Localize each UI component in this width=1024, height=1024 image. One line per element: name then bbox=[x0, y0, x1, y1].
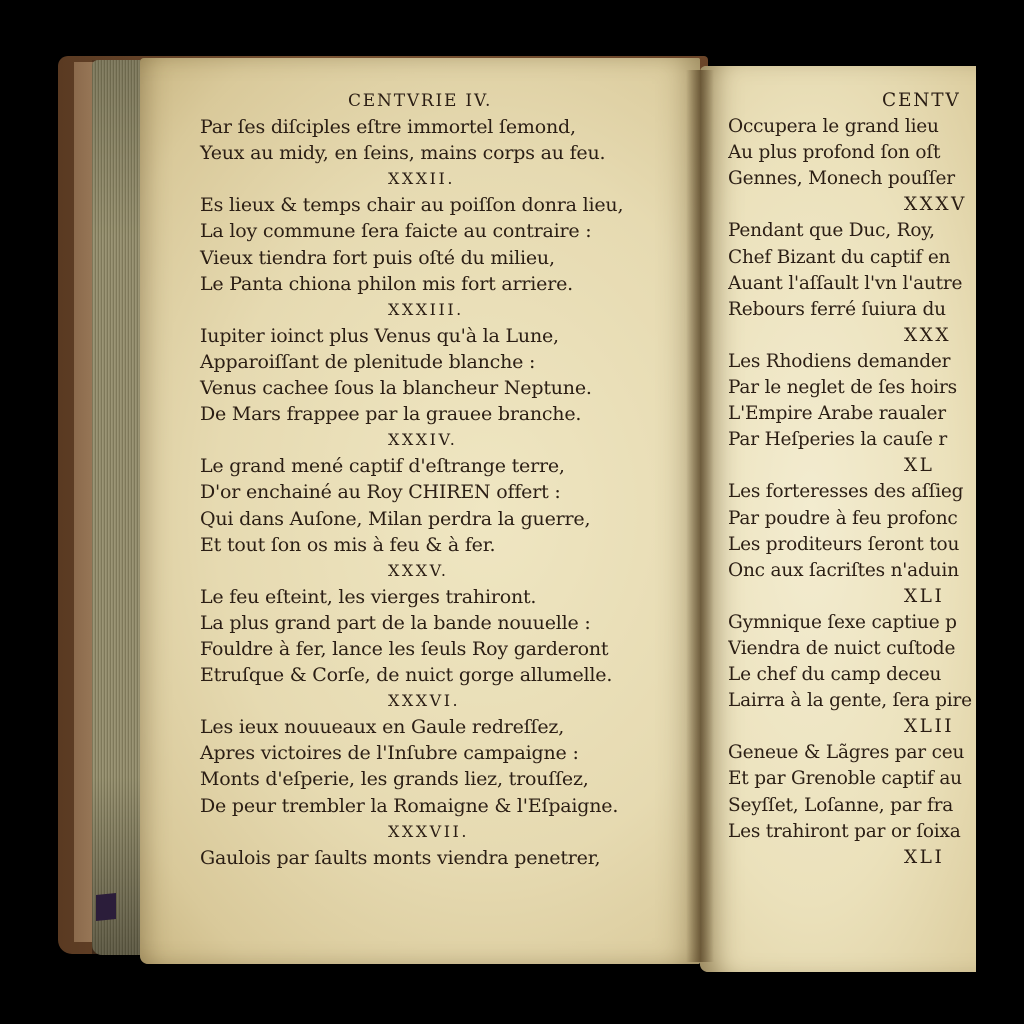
verse-line: La plus grand part de la bande nouuelle : bbox=[200, 611, 591, 634]
verse-line: Rebours ferré ſuiura du bbox=[728, 298, 946, 320]
right-page-text bbox=[728, 88, 976, 871]
verse-line: Es lieux & temps chair au poiſſon donra lieu, bbox=[200, 194, 624, 217]
verse-line: Vieux tiendra fort puis oſté du milieu, bbox=[200, 246, 555, 269]
quatrain-number: XXXV bbox=[904, 194, 967, 216]
verse-line: La loy commune ſera faicte au contraire : bbox=[200, 220, 592, 243]
verse-line: Iupiter ioinct plus Venus qu'à la Lune, bbox=[200, 324, 559, 347]
verse-line: Gaulois par ſaults monts viendra penetrer, bbox=[200, 846, 601, 869]
quatrain-number: XLI bbox=[904, 585, 945, 607]
verse-line: Pendant que Duc, Roy, bbox=[728, 220, 935, 242]
verse-line: Au plus profond ſon oſt bbox=[728, 142, 941, 164]
quatrain-number: XXXV. bbox=[388, 560, 449, 580]
verse-line: Occupera le grand lieu bbox=[728, 116, 939, 138]
verse-line: Monts d'eſperie, les grands liez, trouſſez, bbox=[200, 768, 589, 791]
verse-line: Yeux au midy, en ſeins, mains corps au feu. bbox=[200, 142, 606, 165]
verse-line: Les forteresses des aſſieg bbox=[728, 481, 964, 503]
verse-line: Viendra de nuict cuſtode bbox=[728, 637, 956, 659]
verse-line: Fouldre à fer, lance les ſeuls Roy garderont bbox=[200, 637, 609, 660]
quatrain-number: XXXVII. bbox=[388, 821, 469, 841]
verse-line: Venus cachee ſous la blancheur Neptune. bbox=[200, 377, 592, 400]
verse-line: De peur trembler la Romaigne & l'Eſpaigne. bbox=[200, 794, 619, 817]
quatrain-number: XXXVI. bbox=[388, 691, 461, 711]
verse-line: L'Empire Arabe raualer bbox=[728, 403, 946, 425]
verse-line: Lairra à la gente, ſera pire bbox=[728, 690, 972, 712]
book-gutter bbox=[686, 70, 714, 962]
verse-line: Les ieux nouueaux en Gaule redreſſez, bbox=[200, 716, 565, 739]
verse-line: Et par Grenoble captif au bbox=[728, 768, 962, 790]
verse-line: Et tout ſon os mis à feu & à fer. bbox=[200, 533, 496, 556]
verse-line: Par le neglet de ſes hoirs bbox=[728, 377, 957, 399]
verse-line: Les trahiront par or ſoixa bbox=[728, 820, 961, 842]
verse-line: Seyſſet, Loſanne, par fra bbox=[728, 794, 954, 816]
verse-line: Gennes, Monech pouſſer bbox=[728, 168, 955, 190]
verse-line: Etruſque & Corſe, de nuict gorge allumelle. bbox=[200, 664, 613, 687]
verse-line: Le feu eſteint, les vierges trahiront. bbox=[200, 585, 537, 608]
quatrain-number: XLI bbox=[904, 846, 945, 868]
verse-line: D'or enchainé au Roy CHIREN offert : bbox=[200, 481, 561, 504]
quatrain-number: XL bbox=[904, 455, 935, 477]
verse-line: Par poudre à feu profonc bbox=[728, 507, 958, 529]
left-page-text bbox=[200, 88, 680, 871]
verse-line: Les proditeurs ſeront tou bbox=[728, 533, 960, 555]
verse-line: Chef Bizant du captif en bbox=[728, 246, 951, 268]
quatrain-number: XXXIII. bbox=[388, 299, 464, 319]
bookmark-ribbon bbox=[96, 893, 116, 921]
running-header: CENTVRIE IV. bbox=[348, 91, 493, 111]
verse-line: Auant l'aſſault l'vn l'autre bbox=[728, 272, 963, 294]
quatrain-number: XXXIV. bbox=[388, 430, 458, 450]
verse-line: Le grand mené captif d'eſtrange terre, bbox=[200, 455, 565, 478]
verse-line: Geneue & Lãgres par ceu bbox=[728, 742, 965, 764]
verse-line: Onc aux ſacriſtes n'aduin bbox=[728, 559, 959, 581]
quatrain-number: XXXII. bbox=[388, 169, 455, 189]
running-header: CENTV bbox=[882, 90, 961, 111]
verse-line: Apres victoires de l'Inſubre campaigne : bbox=[200, 742, 579, 765]
verse-line: Par ſes diſciples eſtre immortel ſemond, bbox=[200, 116, 576, 139]
quatrain-number: XLII bbox=[904, 716, 955, 738]
verse-line: Apparoiſſant de plenitude blanche : bbox=[200, 350, 536, 373]
verse-line: Le chef du camp deceu bbox=[728, 664, 942, 686]
verse-line: Qui dans Auſone, Milan perdra la guerre, bbox=[200, 507, 591, 530]
verse-line: Par Heſperies la cauſe r bbox=[728, 429, 948, 451]
photo-border bbox=[976, 0, 1024, 1024]
quatrain-number: XXX bbox=[904, 324, 952, 346]
verse-line: Les Rhodiens demander bbox=[728, 350, 951, 372]
verse-line: Gymnique ſexe captiue p bbox=[728, 611, 957, 633]
verse-line: Le Panta chiona philon mis fort arriere. bbox=[200, 272, 573, 295]
verse-line: De Mars frappee par la grauee branche. bbox=[200, 403, 582, 426]
